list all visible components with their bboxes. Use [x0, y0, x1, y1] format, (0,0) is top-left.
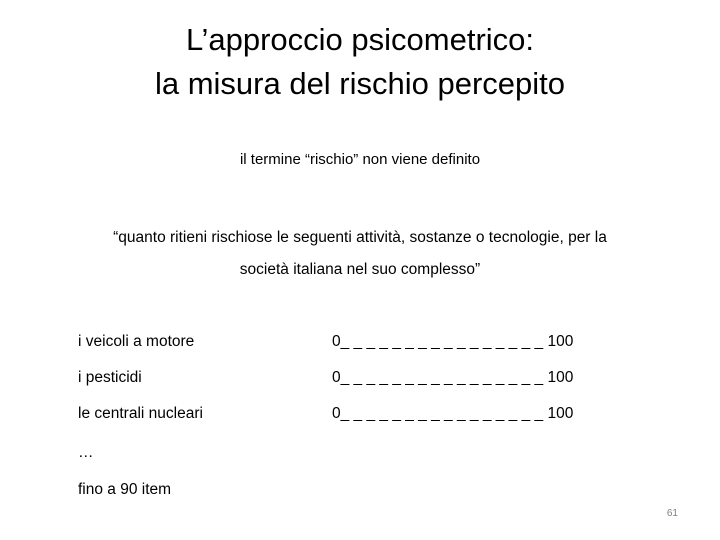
- rating-item: [78, 366, 638, 402]
- ellipsis: …: [78, 444, 94, 461]
- question-line-2: società italiana nel suo complesso”: [239, 261, 481, 278]
- question-line-1: “quanto ritieni rischiose le seguenti attività, sostanze o tecnologie, per la: [113, 229, 607, 246]
- rating-item: [78, 402, 638, 438]
- title-line-1: L’approccio psicometrico:: [185, 22, 535, 57]
- rating-item: [78, 330, 638, 366]
- rating-scale: 0_ _ _ _ _ _ _ _ _ _ _ _ _ _ _ _ 100: [332, 333, 574, 350]
- slide-title: [0, 18, 720, 106]
- item-label: i veicoli a motore: [78, 333, 195, 350]
- subtitle: il termine “rischio” non viene definito: [239, 151, 481, 168]
- page-number: 61: [666, 508, 678, 519]
- title-line-2: la misura del rischio percepito: [154, 66, 566, 101]
- rating-items: [78, 330, 638, 438]
- item-label: i pesticidi: [78, 369, 142, 386]
- rating-scale: 0_ _ _ _ _ _ _ _ _ _ _ _ _ _ _ _ 100: [332, 369, 574, 386]
- rating-scale: 0_ _ _ _ _ _ _ _ _ _ _ _ _ _ _ _ 100: [332, 405, 574, 422]
- item-label: le centrali nucleari: [78, 405, 203, 422]
- survey-question: [40, 222, 680, 286]
- footer-note: fino a 90 item: [78, 481, 172, 498]
